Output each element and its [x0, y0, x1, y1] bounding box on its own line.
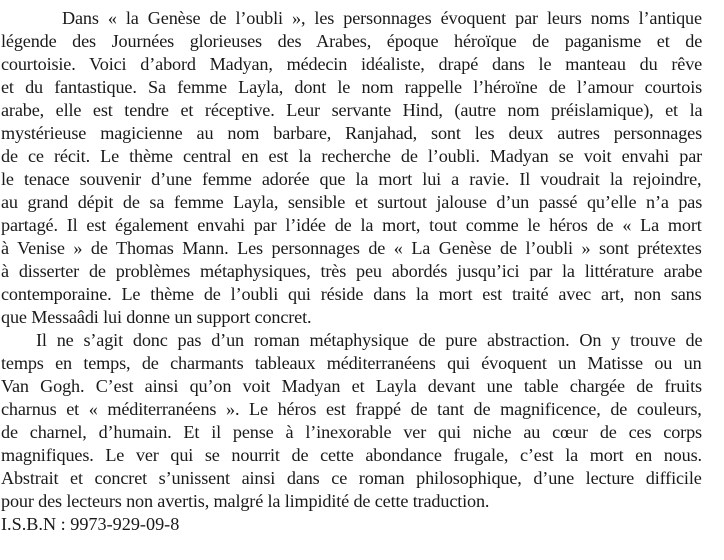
text-line: le tenace souvenir d’une femme adorée que la mort lui a ravie. Il voudrait la rejoindre,: [1, 169, 702, 189]
text-line: contemporaine. Le thème de l’oubli qui réside dans la mort est traité avec art, non sans: [1, 284, 702, 304]
text-line: à disserter de problèmes métaphysiques, très peu abordés jusqu’ici par la littérature arabe: [1, 261, 703, 281]
text-line: courtoisie. Voici d’abord Madyan, médecin idéaliste, drapé dans le manteau du rêve: [1, 54, 703, 74]
text-line: que Messaâdi lui donne un support concret.: [1, 307, 312, 327]
text-line: partagé. Il est également envahi par l’idée de la mort, tout comme le héros de « La mort: [1, 215, 702, 235]
text-line: temps en temps, de charmants tableaux méditerranéens qui évoquent un Matisse ou un: [1, 353, 702, 373]
isbn-line: I.S.B.N : 9973-929-09-8: [1, 514, 180, 534]
text-line: Il ne s’agit donc pas d’un roman métaphysique de pure abstraction. On y trouve de: [36, 330, 703, 350]
text-line: arabe, elle est tendre et réceptive. Leur servante Hind, (autre nom préislamique), et la: [1, 100, 703, 120]
text-line: pour des lecteurs non avertis, malgré la limpidité de cette traduction.: [1, 491, 490, 511]
text-line: à Venise » de Thomas Mann. Les personnages de « La Genèse de l’oubli » sont prétextes: [1, 238, 702, 258]
text-line: légende des Journées glorieuses des Arabes, époque héroïque de paganisme et de: [1, 31, 703, 51]
text-line: Van Gogh. C’est ainsi qu’on voit Madyan et Layla devant une table chargée de fruits: [1, 376, 702, 396]
text-line: Abstrait et concret s’unissent ainsi dans ce roman philosophique, d’une lecture difficile: [1, 468, 702, 488]
text-line: au grand dépit de sa femme Layla, sensible et surtout jalouse d’un passé qu’elle n’a pas: [1, 192, 703, 212]
text-line: mystérieuse magicienne au nom barbare, Ranjahad, sont les deux autres personnages: [1, 123, 703, 143]
text-line: charnus et « méditerranéens ». Le héros est frappé de tant de magnificence, de couleurs,: [1, 399, 702, 419]
text-line: et du fantastique. Sa femme Layla, dont le nom rappelle l’héroïne de l’amour courtois: [1, 77, 703, 97]
text-line: de ce récit. Le thème central en est la recherche de l’oubli. Madyan se voit envahi par: [1, 146, 703, 166]
text-line: magnifiques. Le ver qui se nourrit de cette abondance frugale, c’est la mort en nous.: [1, 445, 702, 465]
text-line: de charnel, d’humain. Et il pense à l’inexorable ver qui niche au cœur de ces corps: [1, 422, 702, 442]
text-line: Dans « la Genèse de l’oubli », les personnages évoquent par leurs noms l’antique: [62, 8, 702, 28]
